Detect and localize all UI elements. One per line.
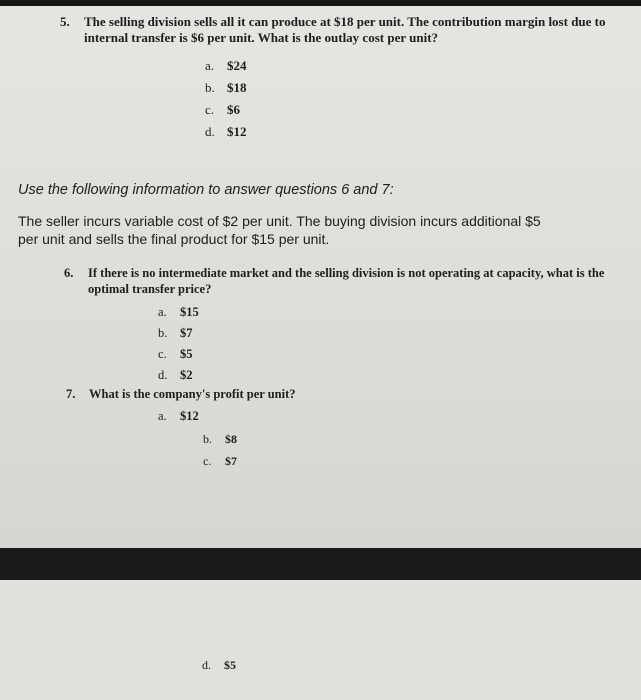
q7-option-c (203, 453, 237, 469)
option-value: $24 (227, 58, 247, 73)
option-letter: b. (203, 432, 212, 446)
q5-number: 5. (60, 14, 70, 29)
option-value: $7 (225, 454, 237, 468)
option-value: $12 (180, 409, 199, 423)
q7-number: 7. (66, 387, 76, 401)
option-letter: a. (158, 305, 167, 319)
photo-dark-band (0, 548, 641, 580)
q5-option-b (205, 80, 247, 96)
option-value: $8 (225, 432, 237, 446)
option-letter: d. (205, 124, 215, 139)
option-value: $5 (224, 658, 236, 672)
option-letter: c. (205, 102, 215, 117)
option-letter: d. (158, 368, 168, 382)
q6-option-d (158, 367, 193, 383)
option-value: $15 (180, 305, 199, 319)
q5-option-d (205, 124, 247, 140)
q5-text-line2: internal transfer is $6 per unit. What is the outlay cost per unit? (84, 30, 439, 45)
info-line1: The seller incurs variable cost of $2 per unit. The buying division incurs additional $5 (18, 213, 541, 229)
option-letter: c. (203, 454, 212, 468)
option-value: $18 (227, 80, 247, 95)
option-letter: a. (205, 58, 215, 73)
q6-text-line1: If there is no intermediate market and the selling division is not operating at capacity, what is the (88, 266, 605, 280)
q5-text-line1: The selling division sells all it can produce at $18 per unit. The contribution margin lost due to (84, 14, 606, 29)
option-value: $2 (180, 368, 193, 382)
q6-option-a (158, 304, 199, 320)
q7-option-a (158, 408, 199, 424)
q6-option-b (158, 325, 193, 341)
option-letter: d. (202, 658, 211, 672)
top-dark-edge (0, 0, 641, 6)
option-value: $7 (180, 326, 193, 340)
q5-option-c (205, 102, 240, 118)
option-value: $6 (227, 102, 240, 117)
q7-option-d (202, 657, 236, 673)
instruction-line: Use the following information to answer questions 6 and 7: (18, 182, 394, 198)
option-value: $5 (180, 347, 193, 361)
q6-option-c (158, 346, 193, 362)
q5-option-a (205, 58, 247, 74)
option-letter: b. (205, 80, 215, 95)
lower-page-section (0, 580, 641, 700)
option-value: $12 (227, 124, 247, 139)
option-letter: a. (158, 409, 167, 423)
q7-option-b (203, 431, 237, 447)
info-line2: per unit and sells the final product for $15 per unit. (18, 231, 330, 247)
option-letter: b. (158, 326, 168, 340)
q7-text-line1: What is the company's profit per unit? (89, 387, 296, 401)
option-letter: c. (158, 347, 167, 361)
q6-number: 6. (64, 266, 74, 280)
q6-text-line2: optimal transfer price? (88, 282, 212, 296)
